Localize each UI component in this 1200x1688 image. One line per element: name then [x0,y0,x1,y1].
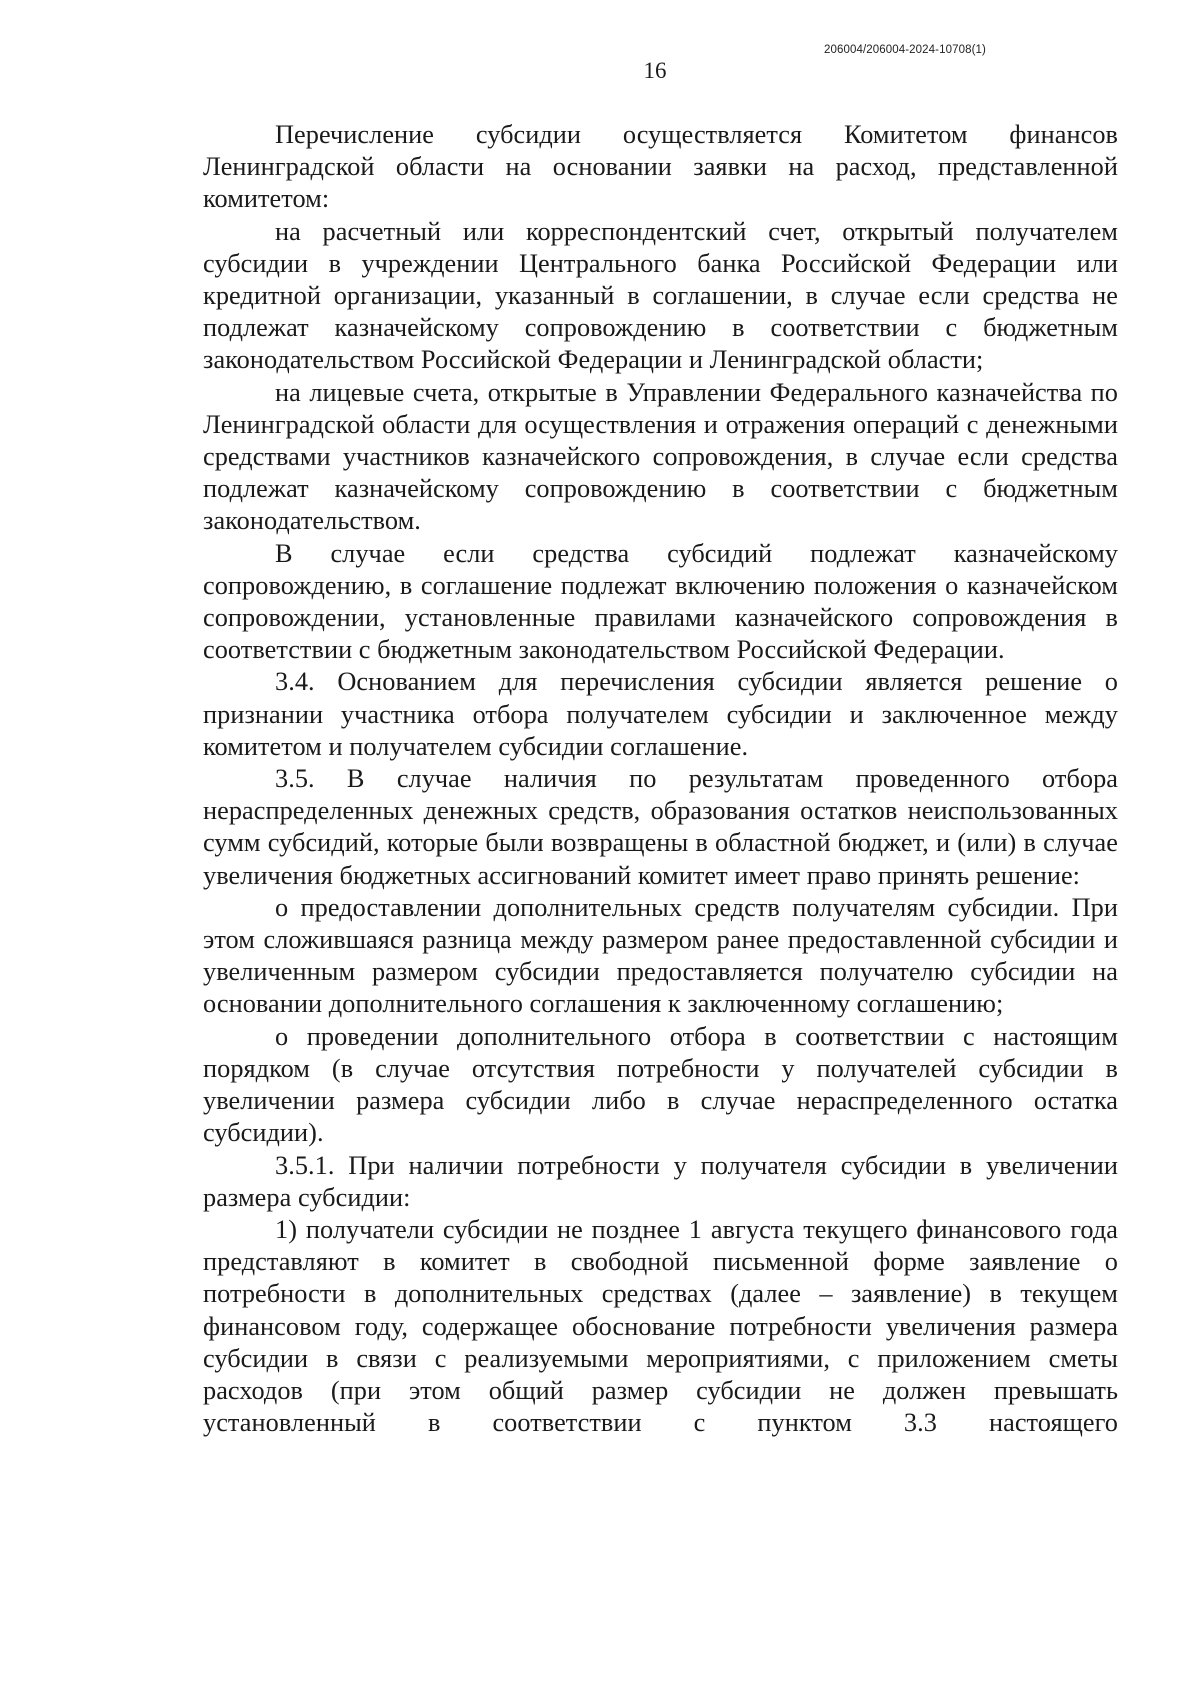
paragraph: В случае если средства субсидий подлежат казначейскому сопровождению, в соглашение подлежат включению положения о казначейском сопровождении, установленные правилами казначейского сопровождения в соответствии с бюджетным законодательством Российской Федерации. [203,538,1118,665]
paragraph: о предоставлении дополнительных средств получателям субсидии. При этом сложившаяся разница между размером ранее предоставленной субсидии и увеличенным размером субсидии предоставляется получателю субсидии на основании дополнительного соглашения к заключенному соглашению; [203,892,1118,1019]
document-body [203,119,1118,1439]
paragraph: 3.4. Основанием для перечисления субсидии является решение о признании участника отбора получателем субсидии и заключенное между комитетом и получателем субсидии соглашение. [203,667,1118,761]
paragraph: Перечисление субсидии осуществляется Комитетом финансов Ленинградской области на основании заявки на расход, представленной комитетом: [203,120,1118,214]
paragraph: 3.5.1. При наличии потребности у получателя субсидии в увеличении размера субсидии: [203,1150,1118,1212]
document-id: 206004/206004-2024-10708(1) [824,44,986,56]
paragraph: 1) получатели субсидии не позднее 1 августа текущего финансового года представляют в комитет в свободной письменной форме заявление о потребности в дополнительных средствах (далее – заявление) в текущем финансовом году, содержащее обоснование потребности увеличения размера субсидии в связи с реализуемыми мероприятиями, с приложением сметы расходов (при этом общий размер субсидии не должен превышать установленный в соответствии с пунктом 3.3 настоящего [203,1214,1118,1438]
page-number: 16 [643,58,667,83]
paragraph: на расчетный или корреспондентский счет, открытый получателем субсидии в учреждении Центрального банка Российской Федерации или кредитной организации, указанный в соглашении, в случае если средства не подлежат казначейскому сопровождению в соответствии с бюджетным законодательством Российской Федерации и Ленинградской области; [203,216,1118,375]
paragraph: 3.5. В случае наличия по результатам проведенного отбора нераспределенных денежных средств, образования остатков неиспользованных сумм субсидий, которые были возвращены в областной бюджет, и (или) в случае увеличения бюджетных ассигнований комитет имеет право принять решение: [203,764,1118,890]
paragraph: на лицевые счета, открытые в Управлении Федерального казначейства по Ленинградской области для осуществления и отражения операций с денежными средствами участников казначейского сопровождения, в случае если средства подлежат казначейскому сопровождению в соответствии с бюджетным законодательством. [203,377,1118,536]
paragraph: о проведении дополнительного отбора в соответствии с настоящим порядком (в случае отсутствия потребности у получателей субсидии в увеличении размера субсидии либо в случае нераспределенного остатка субсидии). [203,1021,1118,1148]
